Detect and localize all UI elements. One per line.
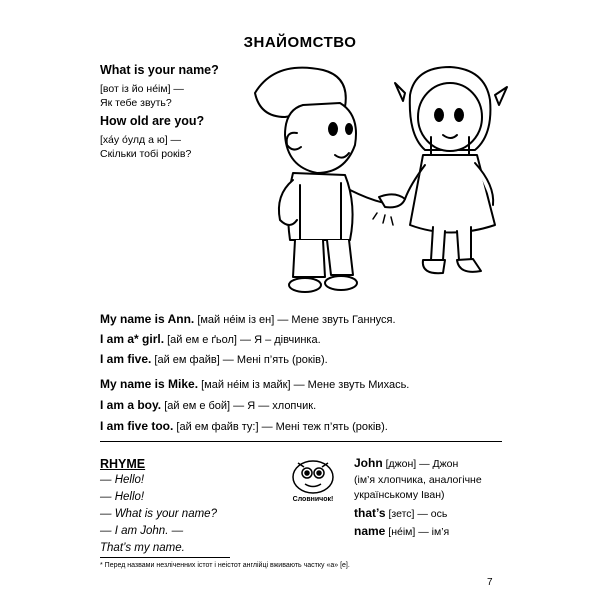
boy-figure xyxy=(255,68,385,292)
dictionary-entry-john-note-1: (ім’я хлопчика, аналогічне xyxy=(354,474,482,486)
dictionary-badge-label: Словничок! xyxy=(292,496,334,503)
ann-sentence-1: My name is Ann. [май не́ім із ен] — Мене звуть Ганнуся. xyxy=(100,312,396,326)
rhyme-line-1: — Hello! xyxy=(100,474,145,486)
question-1-translation: Як тебе звуть? xyxy=(100,97,172,109)
question-2-translation: Скільки тобі років? xyxy=(100,148,192,160)
footnote-divider xyxy=(100,557,230,558)
dictionary-mascot-icon xyxy=(290,455,336,495)
section-divider xyxy=(100,441,502,442)
dictionary-entry-john: John [джон] — Джон xyxy=(354,456,459,470)
rhyme-line-4: — I am John. — xyxy=(100,525,184,537)
rhyme-line-2: — Hello! xyxy=(100,491,145,503)
dictionary-entry-john-note-2: українському Іван) xyxy=(354,489,445,501)
question-2-transcription: [ха́у о́улд а ю] — xyxy=(100,134,182,146)
rhyme-line-5: That’s my name. xyxy=(100,542,185,554)
ann-sentence-3: I am five. [ай ем файв] — Мені п’ять (років). xyxy=(100,352,328,366)
girl-figure xyxy=(395,67,507,273)
rhyme-line-3: — What is your name? xyxy=(100,508,217,520)
page-number: 7 xyxy=(487,577,493,588)
children-illustration xyxy=(245,55,510,305)
page-title: ЗНАЙОМСТВО xyxy=(243,34,357,51)
question-1-transcription: [вот із йо не́ім] — xyxy=(100,83,184,95)
mike-sentence-3: I am five too. [ай ем файв ту:] — Мені теж п’ять (років). xyxy=(100,419,388,433)
rhyme-title: RHYME xyxy=(100,457,146,471)
dictionary-entry-thats: that’s [зетс] — ось xyxy=(354,506,448,520)
ann-sentence-2: I am a* girl. [ай ем е ґьол] — Я – дівчинка. xyxy=(100,332,321,346)
mike-sentence-2: I am a boy. [ай ем е бой] — Я — хлопчик. xyxy=(100,398,317,412)
question-2-english: How old are you? xyxy=(100,114,205,128)
question-1-english: What is your name? xyxy=(100,63,219,77)
dictionary-entry-name: name [не́ім] — ім’я xyxy=(354,524,450,538)
mike-sentence-1: My name is Mike. [май не́ім із майк] — Мене звуть Михась. xyxy=(100,377,410,391)
footnote: * Перед назвами незліченних істот і неістот англійці вживають частку «a» [е]. xyxy=(100,562,350,569)
